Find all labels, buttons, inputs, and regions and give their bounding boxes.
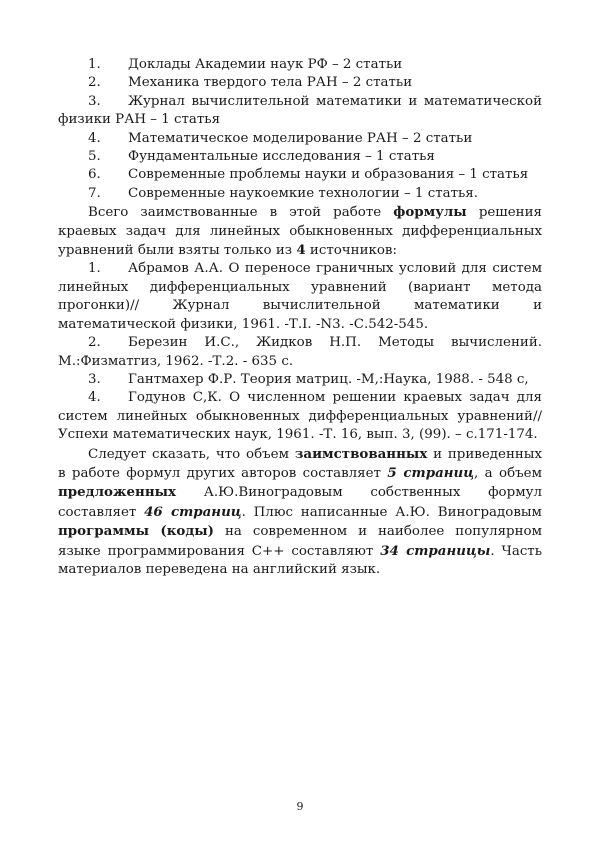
journal-item-7 bbox=[58, 185, 542, 203]
journal-item-text: Современные проблемы науки и образования – 1 статья bbox=[128, 167, 529, 183]
conclusion-text: Следует сказать, что объем bbox=[88, 446, 295, 462]
journal-item-text: Современные наукоемкие технологии – 1 статья. bbox=[128, 185, 478, 201]
source-item-3 bbox=[58, 371, 542, 389]
journal-item-1 bbox=[58, 56, 542, 74]
journal-item-text: Журнал вычислительной математики и математической физики РАН – 1 статья bbox=[58, 93, 542, 128]
intro-text-3: источников: bbox=[305, 243, 397, 259]
source-item-number: 2. bbox=[88, 335, 101, 351]
journal-item-number: 3. bbox=[88, 93, 101, 109]
intro-text-1: Всего заимствованные в этой работе bbox=[88, 205, 394, 221]
conclusion-text: . Плюс написанные А.Ю. Виноградовым bbox=[241, 504, 542, 520]
source-item-4 bbox=[58, 389, 542, 444]
intro-bold-count: 4 bbox=[296, 242, 306, 259]
journal-item-5 bbox=[58, 148, 542, 166]
journal-item-4 bbox=[58, 130, 542, 148]
journal-item-number: 6. bbox=[88, 167, 101, 183]
journal-item-6 bbox=[58, 166, 542, 184]
conclusion-text: и приведенных в работе формул других авторов составляет bbox=[58, 446, 542, 481]
source-item-2 bbox=[58, 334, 542, 371]
journal-item-number: 4. bbox=[88, 130, 101, 146]
conclusion-bold-proposed: предложенных bbox=[58, 484, 177, 501]
source-item-number: 1. bbox=[88, 261, 101, 277]
source-item-text: Абрамов А.А. О переносе граничных условий для систем линейных дифференциальных уравнений (вариант метода прогонки)// Журнал вычислительной математики и математической физики, 1961. -Т.I. -N3. -С.542-545. bbox=[58, 261, 542, 332]
intro-bold-formulas: формулы bbox=[393, 204, 467, 221]
intro-text-2: решения краевых задач для линейных обыкновенных дифференциальных уравнений были взяты только из bbox=[58, 205, 542, 259]
source-item-text: Годунов С,К. О численном решении краевых задач для систем линейных обыкновенных дифференциальных уравнений// Успехи математических наук, 1961. -Т. 16, вып. 3, (99). – с.171-174. bbox=[58, 390, 542, 443]
source-item-text: Гантмахер Ф.Р. Теория матриц. -М,:Наука, 1988. - 548 с, bbox=[128, 371, 529, 387]
source-item-text: Березин И.С., Жидков Н.П. Методы вычислений. М.:Физматгиз, 1962. -Т.2. - 635 с. bbox=[58, 335, 542, 369]
intro-paragraph bbox=[58, 203, 542, 260]
journal-item-text: Математическое моделирование РАН – 2 статьи bbox=[128, 130, 473, 146]
conclusion-bold-italic-5-pages: 5 страниц bbox=[387, 464, 475, 481]
journal-item-number: 5. bbox=[88, 149, 101, 165]
conclusion-text: А.Ю.Виноградовым собственных формул составляет bbox=[58, 485, 542, 520]
journal-item-text: Фундаментальные исследования – 1 статья bbox=[128, 149, 435, 165]
conclusion-bold-programs: программы (коды) bbox=[58, 523, 215, 540]
source-item-1 bbox=[58, 260, 542, 334]
conclusion-bold-italic-34-pages: 34 страницы bbox=[380, 542, 491, 559]
conclusion-bold-italic-46-pages: 46 страниц bbox=[144, 503, 242, 520]
journal-item-3 bbox=[58, 93, 542, 130]
conclusion-text: . Часть материалов переведена на английский язык. bbox=[58, 543, 543, 577]
journal-item-number: 2. bbox=[88, 75, 101, 91]
source-item-number: 3. bbox=[88, 371, 101, 387]
journal-item-text: Доклады Академии наук РФ – 2 статьи bbox=[128, 57, 403, 72]
conclusion-paragraph bbox=[58, 445, 542, 580]
journal-item-2 bbox=[58, 74, 542, 92]
journal-item-number: 1. bbox=[88, 57, 101, 72]
page-number: 9 bbox=[296, 800, 304, 813]
conclusion-bold-borrowed: заимствованных bbox=[294, 445, 428, 462]
journal-item-number: 7. bbox=[88, 185, 101, 201]
conclusion-text: , а объем bbox=[474, 465, 542, 481]
conclusion-text: на современном и наиболее популярном языке программирования С++ составляют bbox=[58, 524, 542, 559]
source-item-number: 4. bbox=[88, 390, 101, 406]
journal-item-text: Механика твердого тела РАН – 2 статьи bbox=[128, 75, 413, 91]
document-page bbox=[58, 56, 542, 579]
